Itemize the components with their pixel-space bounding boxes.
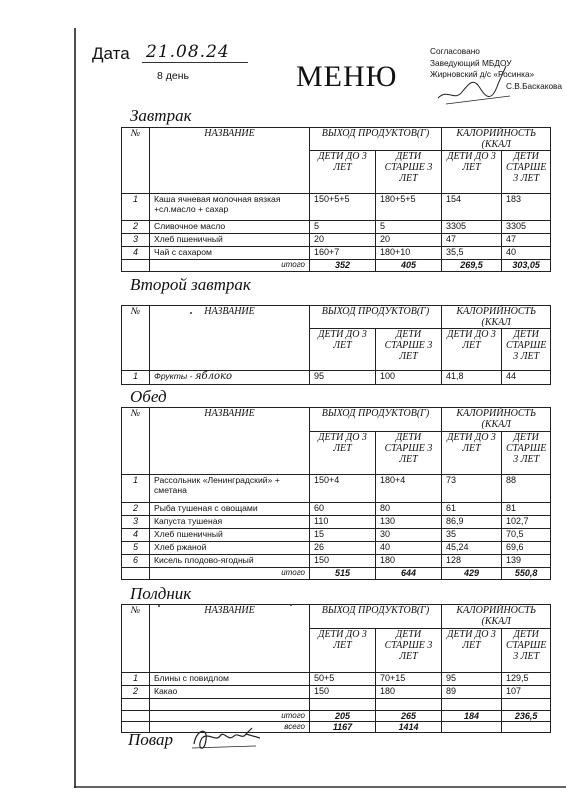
table-row — [122, 542, 551, 555]
kcal-under-3: 89 — [442, 686, 502, 699]
total-row — [122, 260, 551, 272]
total-label: итого — [150, 568, 310, 580]
output-over-3: 180+4 — [376, 475, 442, 503]
total-kcal-over-3: 236,5 — [502, 711, 551, 722]
total-label: итого — [150, 260, 310, 272]
cook-signature — [190, 722, 270, 752]
column-header-num: № — [122, 128, 150, 194]
column-header-kids-under: ДЕТИ ДО 3 ЛЕТ — [310, 432, 376, 475]
row-num: 4 — [122, 529, 150, 542]
kcal-over-3: 129,5 — [502, 673, 551, 686]
dish-name — [150, 371, 310, 385]
total-kcal-under-3: 269,5 — [442, 260, 502, 272]
column-header-kids-over: ДЕТИ СТАРШЕ 3 ЛЕТ — [376, 629, 442, 673]
scan-speck — [158, 605, 160, 607]
row-num: 3 — [122, 516, 150, 529]
dish-name: Кисель плодово-ягодный — [150, 555, 310, 568]
approval-line: Заведующий МБДОУ — [430, 57, 512, 68]
kcal-under-3: 3305 — [442, 221, 502, 234]
column-header-kids-over: ДЕТИ СТАРШЕ 3 ЛЕТ — [502, 432, 551, 475]
column-header-kids-under: ДЕТИ ДО 3 ЛЕТ — [442, 151, 502, 194]
column-header-kids-under: ДЕТИ ДО 3 ЛЕТ — [310, 329, 376, 371]
table-row — [122, 234, 551, 247]
dish-name: Чай с сахаром — [150, 247, 310, 260]
output-under-3: 60 — [310, 503, 376, 516]
table-row — [122, 247, 551, 260]
column-header-kids-over: ДЕТИ СТАРШЕ 3 ЛЕТ — [376, 329, 442, 371]
output-over-3: 20 — [376, 234, 442, 247]
section-title-breakfast: Завтрак — [130, 106, 192, 125]
total-label: итого — [150, 711, 310, 722]
table-row — [122, 529, 551, 542]
column-header-kids-under: ДЕТИ ДО 3 ЛЕТ — [310, 629, 376, 673]
dish-name: Блины с повидлом — [150, 673, 310, 686]
column-header-num: № — [122, 306, 150, 371]
kcal-over-3: 69,6 — [502, 542, 551, 555]
table-row — [122, 475, 551, 503]
column-header-output: ВЫХОД ПРОДУКТОВ(Г) — [310, 605, 442, 629]
total-kcal-over-3: 303,05 — [502, 260, 551, 272]
handwritten-fruit: яблоко — [194, 371, 233, 382]
row-num: 2 — [122, 221, 150, 234]
column-header-name: НАЗВАНИЕ — [150, 605, 310, 673]
column-header-calories: КАЛОРИЙНОСТЬ (ККАЛ — [442, 408, 551, 432]
output-over-3: 70+15 — [376, 673, 442, 686]
date-value: 21.08.24 — [142, 42, 248, 63]
output-over-3: 5 — [376, 221, 442, 234]
row-num: 2 — [122, 686, 150, 699]
total-output-over-3: 265 — [376, 711, 442, 722]
dish-name: Сливочное масло — [150, 221, 310, 234]
dish-name: Какао — [150, 686, 310, 699]
column-header-calories: КАЛОРИЙНОСТЬ (ККАЛ — [442, 128, 551, 151]
kcal-under-3: 86,9 — [442, 516, 502, 529]
dish-name-text: Фрукты - — [154, 371, 193, 381]
total-output-under-3: 205 — [310, 711, 376, 722]
row-num: 4 — [122, 247, 150, 260]
row-num: 1 — [122, 673, 150, 686]
output-under-3: 50+5 — [310, 673, 376, 686]
table-row — [122, 503, 551, 516]
row-num: 1 — [122, 194, 150, 221]
column-header-name: НАЗВАНИЕ — [150, 408, 310, 475]
output-under-3: 150 — [310, 555, 376, 568]
lunch-table — [121, 407, 551, 580]
output-under-3: 150+5+5 — [310, 194, 376, 221]
dish-name: Каша ячневая молочная вязкая +сл.масло + сахар — [150, 194, 310, 221]
kcal-under-3: 128 — [442, 555, 502, 568]
output-over-3: 130 — [376, 516, 442, 529]
output-over-3: 180+10 — [376, 247, 442, 260]
kcal-over-3: 139 — [502, 555, 551, 568]
snack-table — [121, 604, 551, 733]
output-over-3: 180 — [376, 555, 442, 568]
column-header-kids-over: ДЕТИ СТАРШЕ 3 ЛЕТ — [376, 151, 442, 194]
total-kcal-over-3: 550,8 — [502, 568, 551, 580]
table-row — [122, 555, 551, 568]
approval-line: Согласовано — [430, 46, 480, 56]
output-under-3: 160+7 — [310, 247, 376, 260]
output-over-3: 80 — [376, 503, 442, 516]
output-under-3: 20 — [310, 234, 376, 247]
approval-line: С.В.Баскакова — [505, 80, 562, 91]
column-header-num: № — [122, 605, 150, 673]
column-header-kids-under: ДЕТИ ДО 3 ЛЕТ — [442, 432, 502, 475]
column-header-num: № — [122, 408, 150, 475]
kcal-over-3: 40 — [502, 247, 551, 260]
output-over-3: 180 — [376, 686, 442, 699]
row-num: 1 — [122, 475, 150, 503]
column-header-output: ВЫХОД ПРОДУКТОВ(Г) — [310, 128, 442, 151]
row-num: 1 — [122, 371, 150, 385]
column-header-kids-under: ДЕТИ ДО 3 ЛЕТ — [442, 329, 502, 371]
grand-total-output-under-3: 1167 — [310, 722, 376, 733]
section-title-second-breakfast: Второй завтрак — [130, 275, 251, 294]
table-row — [122, 673, 551, 686]
column-header-name: НАЗВАНИЕ — [150, 128, 310, 194]
row-num: 6 — [122, 555, 150, 568]
dish-name: Рыба тушеная с овощами — [150, 503, 310, 516]
dish-name: Хлеб пшеничный — [150, 529, 310, 542]
table-row — [122, 371, 551, 385]
second-breakfast-table — [121, 305, 551, 385]
total-row — [122, 711, 551, 722]
output-under-3: 110 — [310, 516, 376, 529]
output-over-3: 30 — [376, 529, 442, 542]
kcal-under-3: 45,24 — [442, 542, 502, 555]
scan-speck — [190, 312, 192, 314]
dish-name: Рассольник «Ленинградский» + сметана — [150, 475, 310, 503]
column-header-name: НАЗВАНИЕ — [150, 306, 310, 371]
date-label: Дата — [92, 44, 130, 63]
output-under-3: 15 — [310, 529, 376, 542]
kcal-over-3: 3305 — [502, 221, 551, 234]
kcal-over-3: 47 — [502, 234, 551, 247]
column-header-kids-over: ДЕТИ СТАРШЕ 3 ЛЕТ — [376, 432, 442, 475]
grand-total-kcal-under-3 — [442, 722, 502, 733]
grand-total-row — [122, 722, 551, 733]
grand-total-kcal-over-3 — [502, 722, 551, 733]
row-num: 3 — [122, 234, 150, 247]
kcal-under-3: 61 — [442, 503, 502, 516]
section-title-lunch: Обед — [130, 387, 167, 406]
section-title-snack: Полдник — [130, 584, 192, 603]
column-header-kids-over: ДЕТИ СТАРШЕ 3 ЛЕТ — [502, 629, 551, 673]
dish-name: Хлеб ржаной — [150, 542, 310, 555]
output-under-3: 5 — [310, 221, 376, 234]
kcal-over-3: 88 — [502, 475, 551, 503]
column-header-calories: КАЛОРИЙНОСТЬ (ККАЛ — [442, 306, 551, 329]
kcal-over-3: 81 — [502, 503, 551, 516]
column-header-output: ВЫХОД ПРОДУКТОВ(Г) — [310, 306, 442, 329]
dish-name: Хлеб пшеничный — [150, 234, 310, 247]
kcal-under-3: 154 — [442, 194, 502, 221]
column-header-output: ВЫХОД ПРОДУКТОВ(Г) — [310, 408, 442, 432]
row-num: 2 — [122, 503, 150, 516]
total-output-over-3: 405 — [376, 260, 442, 272]
total-kcal-under-3: 184 — [442, 711, 502, 722]
approval-line: Жирновский д/с «Росинка» — [430, 69, 535, 79]
output-over-3: 40 — [376, 542, 442, 555]
row-num: 5 — [122, 542, 150, 555]
grand-total-output-over-3: 1414 — [376, 722, 442, 733]
kcal-under-3: 41,8 — [442, 371, 502, 385]
column-header-kids-under: ДЕТИ ДО 3 ЛЕТ — [442, 629, 502, 673]
column-header-kids-over: ДЕТИ СТАРШЕ 3 ЛЕТ — [502, 151, 551, 194]
table-row — [122, 194, 551, 221]
cook-label: Повар — [128, 730, 174, 749]
output-over-3: 100 — [376, 371, 442, 385]
output-over-3: 180+5+5 — [376, 194, 442, 221]
day-number: 8 день — [157, 70, 189, 82]
page-title: МЕНЮ — [296, 60, 398, 93]
total-row — [122, 568, 551, 580]
column-header-calories: КАЛОРИЙНОСТЬ (ККАЛ — [442, 605, 551, 629]
total-output-under-3: 352 — [310, 260, 376, 272]
column-header-kids-under: ДЕТИ ДО 3 ЛЕТ — [310, 151, 376, 194]
kcal-under-3: 95 — [442, 673, 502, 686]
table-row — [122, 221, 551, 234]
grand-total-label: всего — [150, 722, 310, 733]
table-row — [122, 516, 551, 529]
kcal-over-3: 183 — [502, 194, 551, 221]
output-under-3: 95 — [310, 371, 376, 385]
kcal-under-3: 73 — [442, 475, 502, 503]
output-under-3: 150+4 — [310, 475, 376, 503]
table-row — [122, 686, 551, 699]
total-kcal-under-3: 429 — [442, 568, 502, 580]
column-header-kids-over: ДЕТИ СТАРШЕ 3 ЛЕТ — [502, 329, 551, 371]
dish-name: Капуста тушеная — [150, 516, 310, 529]
page-bottom-edge — [74, 786, 566, 788]
kcal-under-3: 35,5 — [442, 247, 502, 260]
kcal-over-3: 107 — [502, 686, 551, 699]
output-under-3: 26 — [310, 542, 376, 555]
kcal-over-3: 102,7 — [502, 516, 551, 529]
scan-speck — [290, 604, 292, 606]
empty-row — [122, 699, 551, 711]
total-output-over-3: 644 — [376, 568, 442, 580]
kcal-under-3: 35 — [442, 529, 502, 542]
kcal-under-3: 47 — [442, 234, 502, 247]
output-under-3: 150 — [310, 686, 376, 699]
kcal-over-3: 44 — [502, 371, 551, 385]
breakfast-table — [121, 127, 551, 272]
kcal-over-3: 70,5 — [502, 529, 551, 542]
total-output-under-3: 515 — [310, 568, 376, 580]
approval-signature — [436, 58, 516, 108]
page-left-edge — [74, 28, 76, 788]
